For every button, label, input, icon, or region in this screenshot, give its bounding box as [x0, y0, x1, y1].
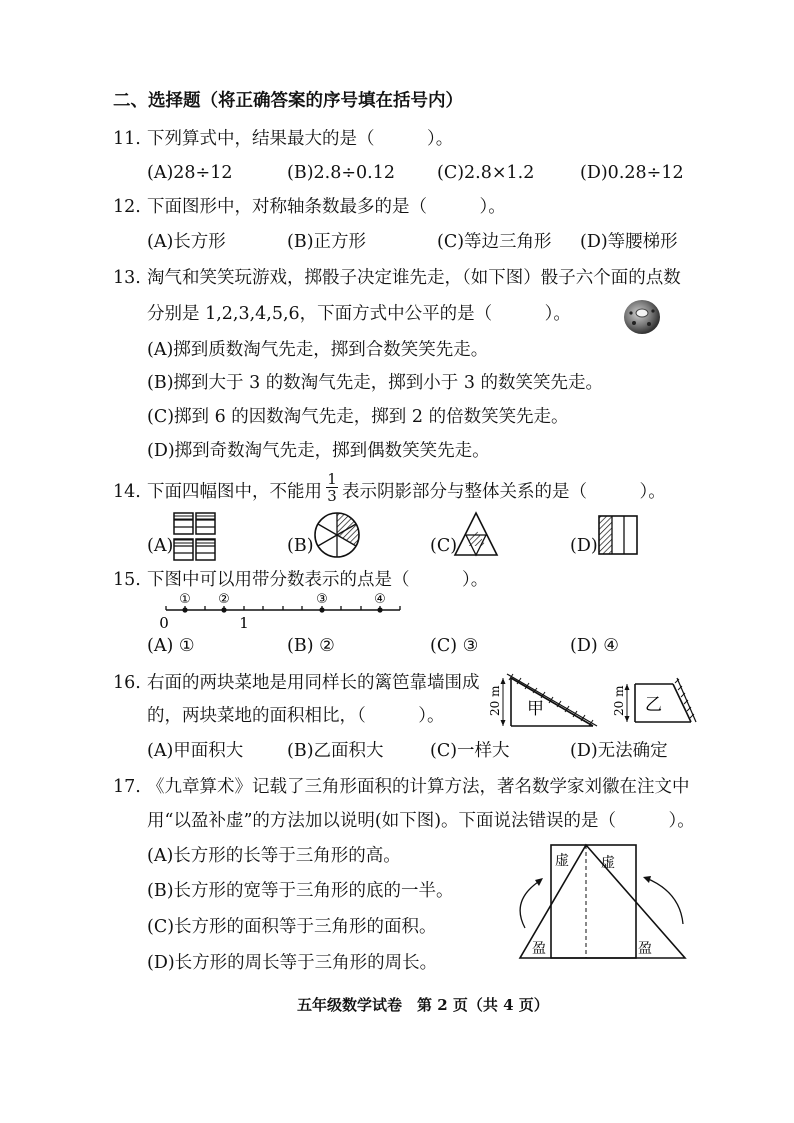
- q14-stem-after: 表示阴影部分与整体关系的是（ ）。: [342, 482, 666, 502]
- q16-line2: 的，两块菜地的面积相比，（ ）。: [147, 706, 445, 726]
- tick-label-0: 0: [159, 614, 169, 632]
- q17-option-d: (D)长方形的周长等于三角形的周长。: [147, 953, 438, 973]
- q13-option-c: (C)掷到 6 的因数淘气先走，掷到 2 的倍数笑笑先走。: [147, 407, 569, 427]
- q17-option-a: (A)长方形的长等于三角形的高。: [147, 846, 401, 866]
- section-title: 二、选择题（将正确答案的序号填在括号内）: [113, 91, 463, 111]
- q17-number: 17.: [113, 777, 141, 797]
- q17-option-b: (B)长方形的宽等于三角形的底的一半。: [147, 881, 454, 901]
- q15-option-b: (B) ②: [287, 636, 335, 656]
- arrow-right: [646, 878, 683, 924]
- q11-option-a: (A)28÷12: [147, 163, 233, 183]
- q13-number: 13.: [113, 268, 141, 288]
- dim-label-jia: 20 m: [488, 685, 502, 716]
- label-xu-left: 虚: [555, 853, 569, 869]
- label-ying-right: 盈: [638, 941, 652, 957]
- q16-number: 16.: [113, 673, 141, 693]
- tick-label-1: 1: [239, 614, 249, 632]
- q12-stem: 下面图形中，对称轴条数最多的是（ ）。: [147, 197, 506, 217]
- point-1-label: ①: [179, 592, 191, 607]
- q14-label-c: (C): [430, 536, 458, 556]
- q11-option-d: (D)0.28÷12: [580, 163, 684, 183]
- q13-line2: 分别是 1,2,3,4,5,6，下面方式中公平的是（ ）。: [147, 304, 571, 324]
- q15-stem: 下图中可以用带分数表示的点是（ ）。: [147, 570, 489, 590]
- q14-label-a: (A): [147, 536, 174, 556]
- q11-number: 11.: [113, 129, 141, 149]
- arrow-left: [520, 880, 541, 928]
- page-footer: 五年级数学试卷 第 2 页（共 4 页）: [297, 996, 549, 1014]
- fraction-numerator: 1: [327, 470, 337, 488]
- q16-line1: 右面的两块菜地是用同样长的篱笆靠墙围成: [147, 673, 480, 693]
- q12-option-b: (B)正方形: [287, 232, 367, 252]
- q12-option-c: (C)等边三角形: [437, 232, 552, 252]
- q11-stem: 下列算式中，结果最大的是（ ）。: [147, 129, 454, 149]
- q13-line1: 淘气和笑笑玩游戏，掷骰子决定谁先走，（如下图）骰子六个面的点数: [147, 268, 681, 288]
- point-2: [221, 607, 226, 612]
- q13-option-d: (D)掷到奇数淘气先走，掷到偶数笑笑先走。: [147, 441, 490, 461]
- q12-option-d: (D)等腰梯形: [580, 232, 678, 252]
- point-1: [182, 607, 187, 612]
- q17-line1: 《九章算术》记载了三角形面积的计算方法，著名数学家刘徽在注文中: [147, 777, 690, 797]
- label-jia: 甲: [527, 699, 544, 719]
- q17-figure: [508, 840, 698, 965]
- q14-label-d: (D): [570, 536, 598, 556]
- point-2-label: ②: [218, 592, 230, 607]
- q15-number: 15.: [113, 570, 141, 590]
- q16-figure: [485, 666, 700, 736]
- q14-figure-a: [173, 512, 217, 562]
- q14-number: 14.: [113, 482, 141, 502]
- q17-option-c: (C)长方形的面积等于三角形的面积。: [147, 917, 437, 937]
- q16-option-d: (D)无法确定: [570, 741, 668, 761]
- label-ying-left: 盈: [532, 941, 546, 957]
- q16-option-b: (B)乙面积大: [287, 741, 384, 761]
- q16-option-c: (C)一样大: [430, 741, 510, 761]
- q13-option-b: (B)掷到大于 3 的数淘气先走，掷到小于 3 的数笑笑先走。: [147, 373, 604, 393]
- point-4: [377, 607, 382, 612]
- dim-label-yi: 20 m: [612, 685, 626, 716]
- number-line: [158, 590, 408, 636]
- q12-option-a: (A)长方形: [147, 232, 226, 252]
- q13-option-a: (A)掷到质数淘气先走，掷到合数笑笑先走。: [147, 340, 489, 360]
- dice-image: [622, 297, 662, 337]
- label-yi: 乙: [645, 695, 662, 715]
- q14-figure-c: [453, 511, 499, 557]
- q14-figure-b: [313, 511, 361, 559]
- q14-figure-d: [597, 514, 639, 556]
- q11-option-c: (C)2.8×1.2: [437, 163, 535, 183]
- point-3-label: ③: [316, 592, 328, 607]
- q15-option-d: (D) ④: [570, 636, 619, 656]
- q12-number: 12.: [113, 197, 141, 217]
- one-third-fraction: [325, 471, 339, 504]
- point-3: [319, 607, 324, 612]
- label-xu-right: 虚: [601, 855, 615, 871]
- q14-label-b: (B): [287, 536, 314, 556]
- fraction-denominator: 3: [327, 487, 337, 505]
- q17-line2: 用“以盈补虚”的方法加以说明(如下图)。下面说法错误的是（ ）。: [147, 811, 695, 831]
- q15-option-c: (C) ③: [430, 636, 479, 656]
- q11-option-b: (B)2.8÷0.12: [287, 163, 395, 183]
- point-4-label: ④: [374, 592, 386, 607]
- q16-option-a: (A)甲面积大: [147, 741, 244, 761]
- q14-stem-before: 下面四幅图中，不能用: [147, 482, 322, 502]
- q15-option-a: (A) ①: [147, 636, 195, 656]
